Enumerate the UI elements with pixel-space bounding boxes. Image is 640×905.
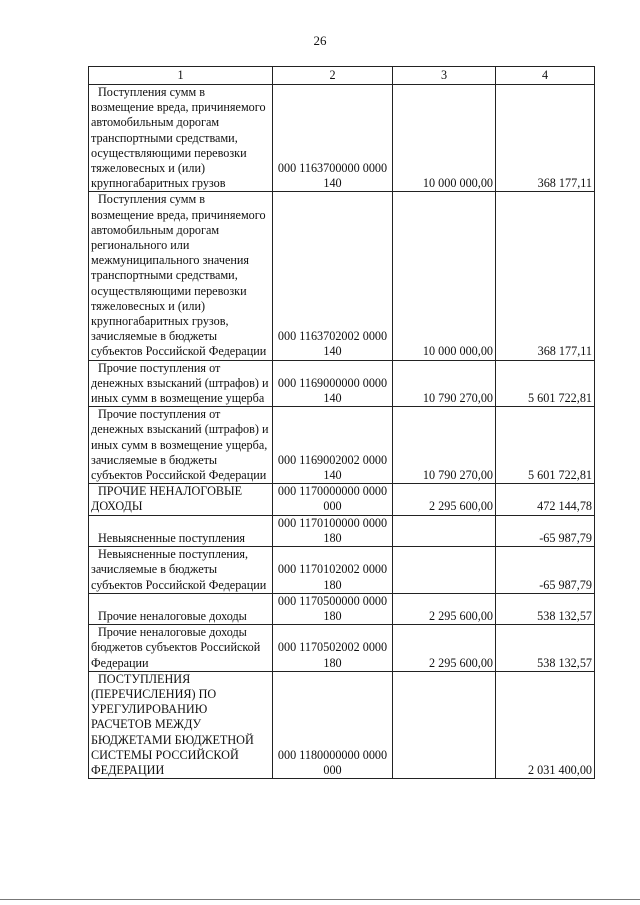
column-header-1: 1 — [89, 67, 273, 85]
row-fact: 538 132,57 — [496, 625, 595, 672]
table-row — [89, 671, 595, 778]
row-fact: 368 177,11 — [496, 192, 595, 360]
row-code: 000 1169002002 0000 140 — [273, 407, 393, 484]
table-row — [89, 484, 595, 515]
row-code: 000 1163700000 0000 140 — [273, 85, 393, 192]
row-plan: 2 295 600,00 — [393, 484, 496, 515]
column-header-3: 3 — [393, 67, 496, 85]
table-row — [89, 547, 595, 594]
row-name: Прочие поступления от денежных взысканий (штрафов) и иных сумм в возмещение ущерба — [89, 360, 273, 407]
row-fact: -65 987,79 — [496, 515, 595, 546]
table-row — [89, 625, 595, 672]
row-plan: 2 295 600,00 — [393, 625, 496, 672]
row-plan: 10 000 000,00 — [393, 85, 496, 192]
row-plan — [393, 515, 496, 546]
table-row — [89, 360, 595, 407]
row-code: 000 1180000000 0000 000 — [273, 671, 393, 778]
row-plan: 2 295 600,00 — [393, 593, 496, 624]
row-name: Невыясненные поступления — [89, 515, 273, 546]
row-code: 000 1163702002 0000 140 — [273, 192, 393, 360]
table-row — [89, 515, 595, 546]
row-fact: 368 177,11 — [496, 85, 595, 192]
row-fact: -65 987,79 — [496, 547, 595, 594]
row-name: Невыясненные поступления, зачисляемые в бюджеты субъектов Российской Федерации — [89, 547, 273, 594]
row-name: Прочие неналоговые доходы — [89, 593, 273, 624]
budget-table — [88, 66, 595, 779]
row-name: Поступления сумм в возмещение вреда, причиняемого автомобильным дорогам транспортными средствами, осуществляющими перевозки тяжеловесных и (или) крупногабаритных грузов — [89, 85, 273, 192]
table-row — [89, 407, 595, 484]
column-header-2: 2 — [273, 67, 393, 85]
row-code: 000 1170102002 0000 180 — [273, 547, 393, 594]
column-header-4: 4 — [496, 67, 595, 85]
table-header-row — [89, 67, 595, 85]
table-row — [89, 192, 595, 360]
row-name: Поступления сумм в возмещение вреда, причиняемого автомобильным дорогам регионального или межмуниципального значения транспортными средствами, осуществляющими перевозки тяжеловесных и (или) крупногабаритных грузов, зачисляемые в бюджеты субъектов Российской Федерации — [89, 192, 273, 360]
page-number: 26 — [313, 33, 327, 48]
row-fact: 5 601 722,81 — [496, 360, 595, 407]
row-code: 000 1170500000 0000 180 — [273, 593, 393, 624]
row-plan — [393, 671, 496, 778]
row-code: 000 1170502002 0000 180 — [273, 625, 393, 672]
scan-edge-divider — [0, 899, 640, 900]
row-plan: 10 000 000,00 — [393, 192, 496, 360]
row-plan — [393, 547, 496, 594]
table-row — [89, 593, 595, 624]
row-fact: 2 031 400,00 — [496, 671, 595, 778]
row-code: 000 1170100000 0000 180 — [273, 515, 393, 546]
row-fact: 5 601 722,81 — [496, 407, 595, 484]
row-name: Прочие неналоговые доходы бюджетов субъектов Российской Федерации — [89, 625, 273, 672]
row-code: 000 1169000000 0000 140 — [273, 360, 393, 407]
row-fact: 472 144,78 — [496, 484, 595, 515]
row-name: ПОСТУПЛЕНИЯ (ПЕРЕЧИСЛЕНИЯ) ПО УРЕГУЛИРОВАНИЮ РАСЧЕТОВ МЕЖДУ БЮДЖЕТАМИ БЮДЖЕТНОЙ СИСТЕМЫ РОССИЙСКОЙ ФЕДЕРАЦИИ — [89, 671, 273, 778]
row-fact: 538 132,57 — [496, 593, 595, 624]
row-code: 000 1170000000 0000 000 — [273, 484, 393, 515]
row-name: ПРОЧИЕ НЕНАЛОГОВЫЕ ДОХОДЫ — [89, 484, 273, 515]
row-plan: 10 790 270,00 — [393, 360, 496, 407]
table-row — [89, 85, 595, 192]
row-name: Прочие поступления от денежных взысканий (штрафов) и иных сумм в возмещение ущерба, зачисляемые в бюджеты субъектов Российской Федерации — [89, 407, 273, 484]
row-plan: 10 790 270,00 — [393, 407, 496, 484]
